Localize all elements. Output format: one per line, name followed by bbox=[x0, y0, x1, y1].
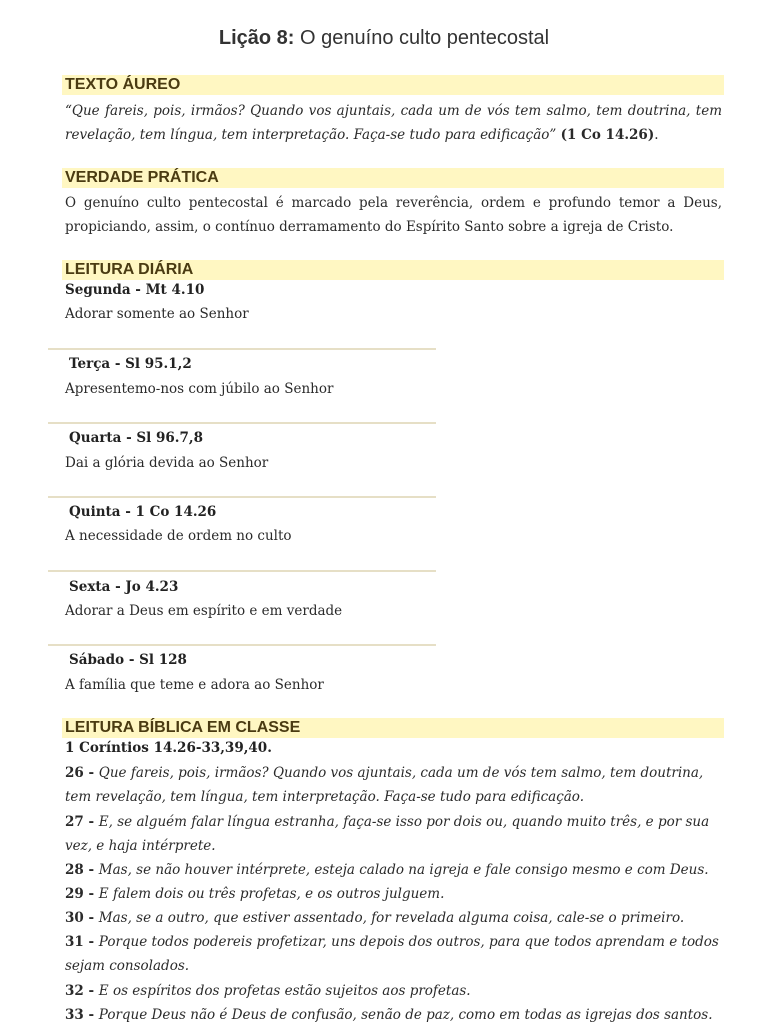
verse-text: E falem dois ou três profetas, e os outros julguem. bbox=[98, 886, 445, 902]
verse-text: E, se alguém falar língua estranha, faça-se isso por dois ou, quando muito três, e por sua vez, e haja intérprete. bbox=[65, 814, 710, 854]
lesson-title: O genuíno culto pentecostal bbox=[300, 27, 550, 49]
divider bbox=[48, 422, 436, 424]
reading-day: Quarta - Sl 96.7,8 bbox=[69, 430, 203, 446]
bible-reference: 1 Coríntios 14.26-33,39,40. bbox=[65, 740, 272, 756]
reading-desc: Adorar a Deus em espírito e em verdade bbox=[65, 603, 343, 619]
verse bbox=[65, 858, 725, 882]
divider bbox=[48, 644, 436, 646]
reading-desc: A família que teme e adora ao Senhor bbox=[65, 677, 324, 693]
lesson-label: Lição 8: bbox=[218, 27, 295, 49]
verse-number: 30 - bbox=[65, 910, 99, 926]
leitura-diaria-heading: LEITURA DIÁRIA bbox=[62, 260, 724, 280]
divider bbox=[48, 570, 436, 572]
verse-text: Que fareis, pois, irmãos? Quando vos ajuntais, cada um de vós tem salmo, tem doutrina, tem revelação, tem língua, tem interpretação. Faça-se tudo para edificação. bbox=[65, 765, 704, 805]
reading-day: Sábado - Sl 128 bbox=[69, 652, 187, 668]
verdade-pratica-heading: VERDADE PRÁTICA bbox=[62, 168, 724, 188]
leitura-biblica-heading: LEITURA BÍBLICA EM CLASSE bbox=[62, 718, 724, 738]
verse bbox=[65, 1003, 725, 1027]
texto-aureo-heading: TEXTO ÁUREO bbox=[62, 75, 724, 95]
reading-desc: Dai a glória devida ao Senhor bbox=[65, 455, 269, 471]
texto-aureo-end: . bbox=[654, 127, 659, 143]
verse bbox=[65, 882, 725, 906]
texto-aureo-quote: “Que fareis, pois, irmãos? Quando vos ajuntais, cada um de vós tem salmo, tem doutrina, tem revelação, tem língua, tem interpretação. Faça-se tudo para edificação” bbox=[65, 103, 722, 143]
verdade-pratica-text: O genuíno culto pentecostal é marcado pela reverência, ordem e profundo temor a Deus, propiciando, assim, o contínuo derramamento do Espírito Santo sobre a igreja de Cristo. bbox=[65, 195, 722, 235]
reading-day: Sexta - Jo 4.23 bbox=[69, 579, 179, 595]
verse-number: 33 - bbox=[65, 1007, 99, 1023]
divider bbox=[48, 348, 436, 350]
verse-number: 26 - bbox=[65, 765, 99, 781]
verse-number: 32 - bbox=[65, 983, 99, 999]
verse bbox=[65, 979, 725, 1003]
verse-number: 27 - bbox=[65, 814, 99, 830]
verse-text: Porque todos podereis profetizar, uns depois dos outros, para que todos aprendam e todos sejam consolados. bbox=[65, 934, 719, 974]
verse-text: Porque Deus não é Deus de confusão, senão de paz, como em todas as igrejas dos santos. bbox=[98, 1007, 713, 1023]
verse-text: Mas, se não houver intérprete, esteja calado na igreja e fale consigo mesmo e com Deus. bbox=[98, 862, 709, 878]
verse-number: 29 - bbox=[65, 886, 99, 902]
verse-number: 28 - bbox=[65, 862, 99, 878]
verse-number: 31 - bbox=[65, 934, 99, 950]
reading-day: Terça - Sl 95.1,2 bbox=[69, 356, 192, 372]
reading-day: Segunda - Mt 4.10 bbox=[65, 282, 205, 298]
texto-aureo-reference: (1 Co 14.26) bbox=[560, 127, 655, 143]
verse bbox=[65, 810, 725, 858]
verse bbox=[65, 906, 725, 930]
page-title bbox=[0, 27, 768, 50]
reading-day: Quinta - 1 Co 14.26 bbox=[69, 504, 217, 520]
verse-text: Mas, se a outro, que estiver assentado, for revelada alguma coisa, cale-se o primeiro. bbox=[98, 910, 685, 926]
texto-aureo-text bbox=[65, 99, 722, 147]
reading-desc: Adorar somente ao Senhor bbox=[65, 306, 249, 322]
divider bbox=[48, 496, 436, 498]
verse bbox=[65, 930, 725, 978]
verse bbox=[65, 761, 725, 809]
reading-desc: Apresentemo-nos com júbilo ao Senhor bbox=[65, 381, 334, 397]
verse-text: E os espíritos dos profetas estão sujeitos aos profetas. bbox=[98, 983, 471, 999]
reading-desc: A necessidade de ordem no culto bbox=[65, 528, 292, 544]
